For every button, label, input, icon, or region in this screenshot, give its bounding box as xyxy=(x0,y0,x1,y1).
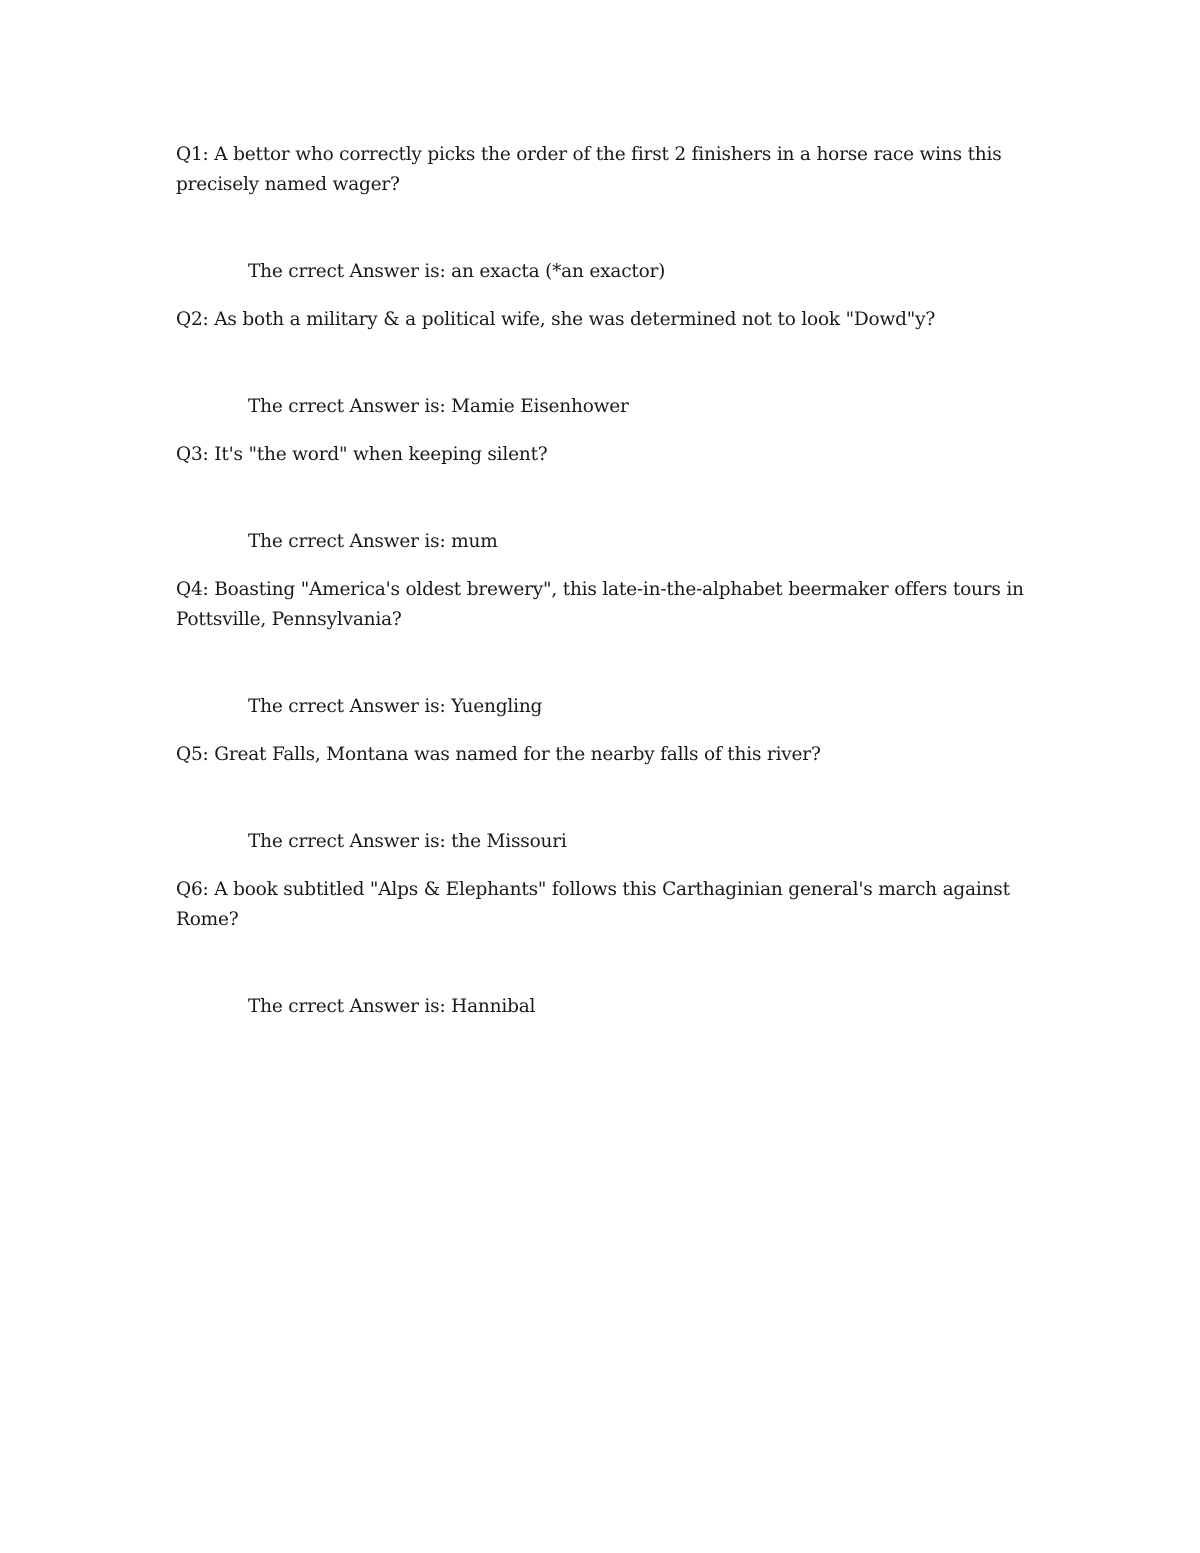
document-body xyxy=(176,140,1036,1022)
answer-text: The crrect Answer is: an exacta (*an exactor) xyxy=(248,261,666,282)
answer-text: The crrect Answer is: mum xyxy=(248,531,498,552)
answer-text: The crrect Answer is: the Missouri xyxy=(248,831,567,852)
qa-item-5 xyxy=(176,740,1036,875)
answer-text: The crrect Answer is: Yuengling xyxy=(248,696,543,717)
question-text: Q4: Boasting "America's oldest brewery", this late-in-the-alphabet beermaker offers tours in Pottsville, Pennsylvania? xyxy=(176,579,1024,630)
question-text: Q1: A bettor who correctly picks the order of the first 2 finishers in a horse race wins this precisely named wager? xyxy=(176,144,1002,195)
question-text: Q5: Great Falls, Montana was named for the nearby falls of this river? xyxy=(176,744,821,765)
question-text: Q6: A book subtitled "Alps & Elephants" follows this Carthaginian general's march against Rome? xyxy=(176,879,1010,930)
qa-item-1 xyxy=(176,140,1036,305)
answer-text: The crrect Answer is: Mamie Eisenhower xyxy=(248,396,629,417)
question-text: Q3: It's "the word" when keeping silent? xyxy=(176,444,548,465)
qa-item-3 xyxy=(176,440,1036,575)
qa-item-2 xyxy=(176,305,1036,440)
qa-item-4 xyxy=(176,575,1036,740)
qa-item-6 xyxy=(176,875,1036,1022)
answer-text: The crrect Answer is: Hannibal xyxy=(248,996,536,1017)
question-text: Q2: As both a military & a political wife, she was determined not to look "Dowd"y? xyxy=(176,309,936,330)
